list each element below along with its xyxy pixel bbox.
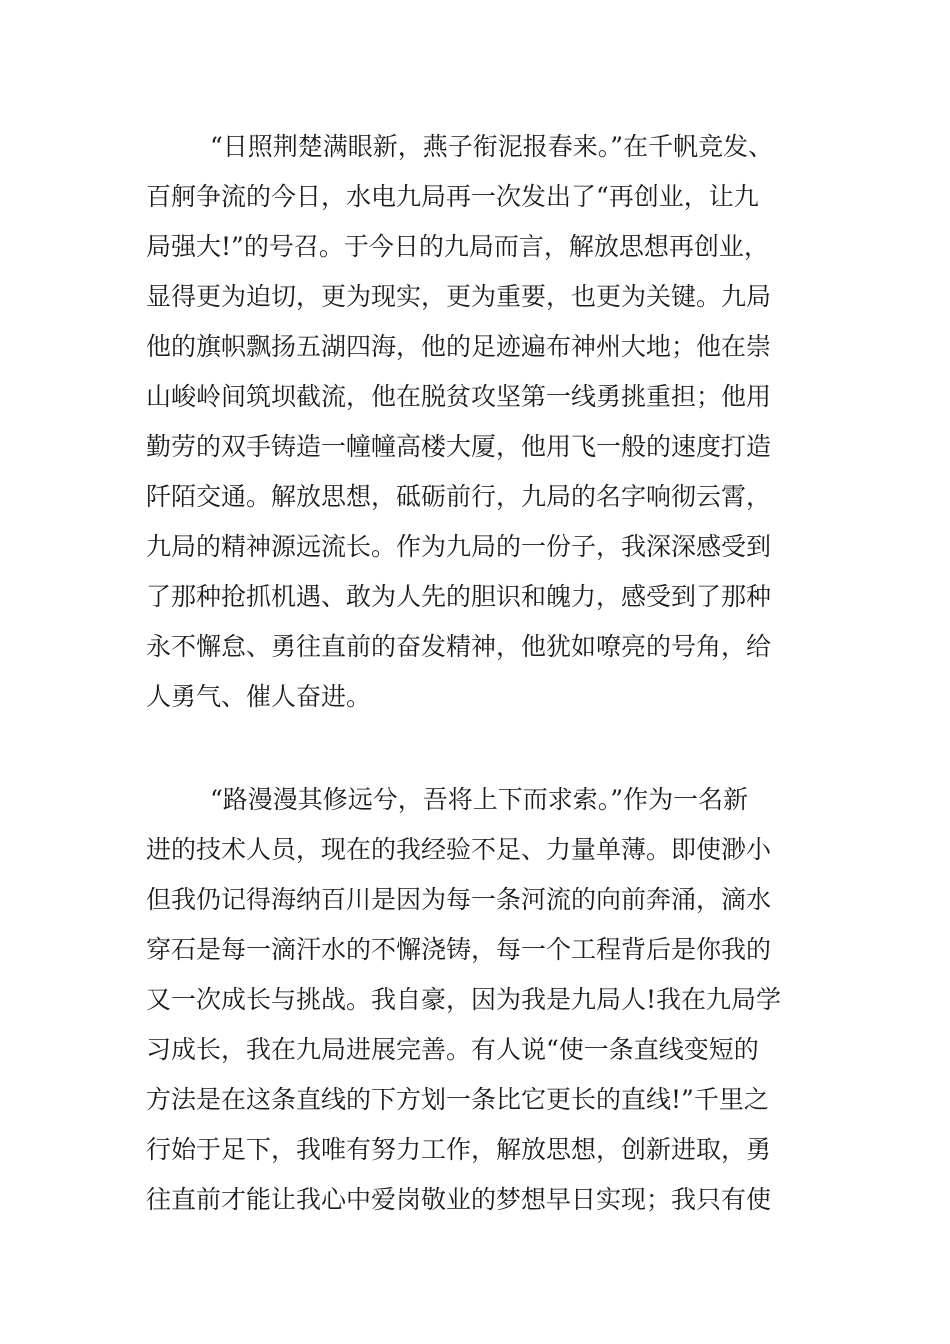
paragraph-line: 了那种抢抓机遇、敢为人先的胆识和魄力，感受到了那种 [146, 582, 772, 611]
paragraph-line: 局强大!”的号召。于今日的九局而言，解放思想再创业， [146, 232, 769, 261]
paragraph-line: 阡陌交通。解放思想，砥砺前行，九局的名字响彻云霄， [146, 482, 772, 511]
paragraph-line: 九局的精神源远流长。作为九局的一份子，我深深感受到 [146, 532, 772, 561]
paragraph-line: 人勇气、催人奋进。 [146, 682, 372, 711]
paragraph-line: 进的技术人员，现在的我经验不足、力量单薄。即使渺小 [146, 835, 772, 864]
paragraph-line: 勤劳的双手铸造一幢幢高楼大厦，他用飞一般的速度打造 [146, 432, 772, 461]
paragraph-line: “路漫漫其修远兮，吾将上下而求索。”作为一名新 [210, 785, 749, 814]
paragraph-line: 他的旗帜飘扬五湖四海，他的足迹遍布神州大地；他在崇 [146, 332, 772, 361]
paragraph-line: 百舸争流的今日，水电九局再一次发出了“再创业，让九 [146, 182, 759, 211]
paragraph-line: 方法是在这条直线的下方划一条比它更长的直线!”千里之 [146, 1085, 769, 1114]
paragraph-line: 显得更为迫切，更为现实，更为重要，也更为关键。九局 [146, 282, 772, 311]
paragraph-2 [146, 775, 818, 1225]
paragraph-line: “日照荆楚满眼新，燕子衔泥报春来。”在千帆竞发、 [210, 132, 774, 161]
paragraph-line: 永不懈怠、勇往直前的奋发精神，他犹如嘹亮的号角，给 [146, 632, 772, 661]
paragraph-1 [146, 122, 818, 722]
paragraph-line: 但我仍记得海纳百川是因为每一条河流的向前奔涌，滴水 [146, 885, 772, 914]
paragraph-line: 山峻岭间筑坝截流，他在脱贫攻坚第一线勇挑重担；他用 [146, 382, 772, 411]
paragraph-line: 行始于足下，我唯有努力工作，解放思想，创新进取，勇 [146, 1135, 772, 1164]
paragraph-line: 往直前才能让我心中爱岗敬业的梦想早日实现；我只有使 [146, 1185, 772, 1214]
paragraph-line: 习成长，我在九局进展完善。有人说“使一条直线变短的 [146, 1035, 759, 1064]
paragraph-line: 又一次成长与挑战。我自豪，因为我是九局人!我在九局学 [146, 985, 782, 1014]
paragraph-line: 穿石是每一滴汗水的不懈浇铸，每一个工程背后是你我的 [146, 935, 772, 964]
